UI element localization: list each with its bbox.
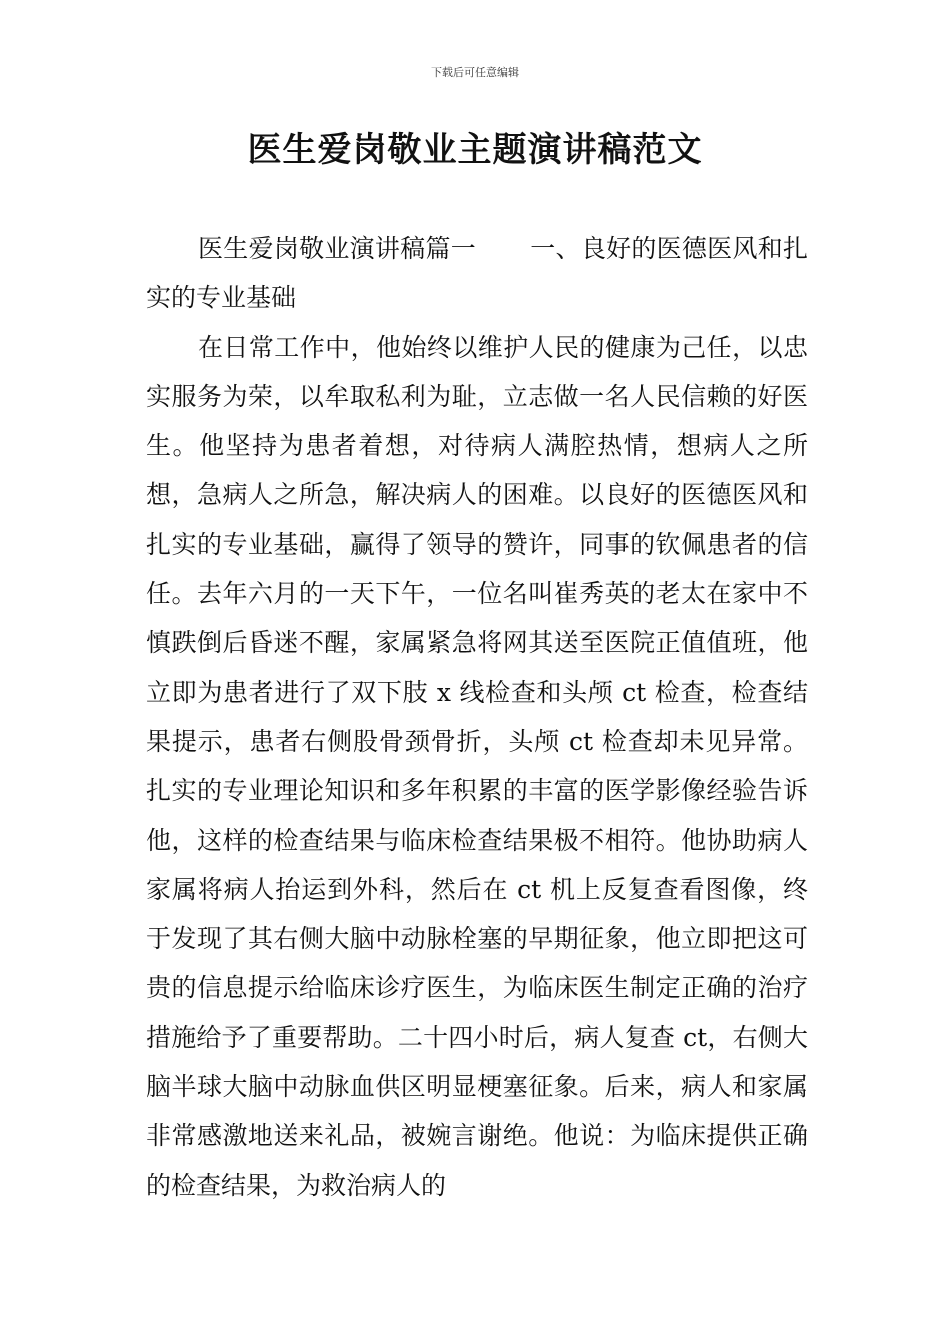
speech-heading: 医生爱岗敬业演讲稿篇一	[198, 234, 476, 263]
intro-paragraph	[146, 224, 808, 323]
section-heading: 一、良好的医德医风和扎实的专业基础	[146, 234, 808, 313]
body-paragraph: 在日常工作中，他始终以维护人民的健康为己任，以忠实服务为荣，以牟取私利为耻，立志做一名人民信赖的好医生。他坚持为患者着想，对待病人满腔热情，想病人之所想，急病人之所急，解决病人的困难。以良好的医德医风和扎实的专业基础，赢得了领导的赞许，同事的钦佩患者的信任。去年六月的一天下午，一位名叫崔秀英的老太在家中不慎跌倒后昏迷不醒，家属紧急将网其送至医院正值值班，他立即为患者进行了双下肢 x 线检查和头颅 ct 检查，检查结果提示，患者右侧股骨颈骨折，头颅 ct 检查却未见异常。扎实的专业理论知识和多年积累的丰富的医学影像经验告诉他，这样的检查结果与临床检查结果极不相符。他协助病人家属将病人抬运到外科，然后在 ct 机上反复查看图像，终于发现了其右侧大脑中动脉栓塞的早期征象，他立即把这可贵的信息提示给临床诊疗医生，为临床医生制定正确的治疗措施给予了重要帮助。二十四小时后，病人复查 ct，右侧大脑半球大脑中动脉血供区明显梗塞征象。后来，病人和家属非常感激地送来礼品，被婉言谢绝。他说：为临床提供正确的检查结果，为救治病人的	[146, 332, 808, 1200]
header-note: 下载后可任意编辑	[431, 66, 519, 79]
document-title: 医生爱岗敬业主题演讲稿范文	[247, 130, 703, 170]
document-body	[146, 224, 808, 1210]
